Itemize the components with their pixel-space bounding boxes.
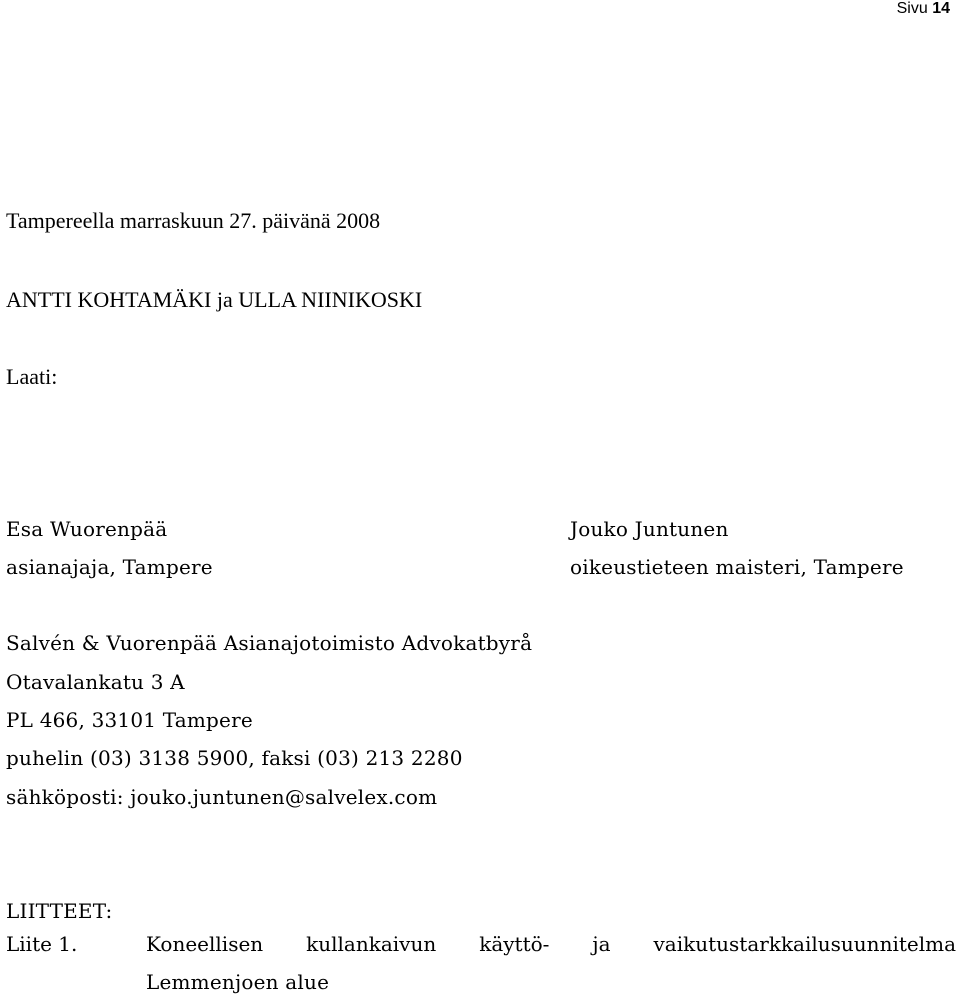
attachment-continuation: Lemmenjoen alue [146, 970, 330, 994]
attachment-item [6, 932, 956, 956]
contact-email: sähköposti: jouko.juntunen@salvelex.com [6, 785, 438, 809]
parties-line: ANTTI KOHTAMÄKI ja ULLA NIINIKOSKI [6, 287, 423, 312]
attachment-word: Koneellisen [146, 932, 264, 956]
attachment-word: ja [592, 932, 611, 956]
contact-street: Otavalankatu 3 A [6, 670, 185, 694]
contact-firm: Salvén & Vuorenpää Asianajotoimisto Advokatbyrå [6, 631, 533, 655]
page-number-header [897, 0, 950, 18]
author2-name: Jouko Juntunen [570, 517, 729, 541]
prepared-by-label: Laati: [6, 364, 58, 389]
author2-title: oikeustieteen maisteri, Tampere [570, 555, 904, 579]
contact-po-box: PL 466, 33101 Tampere [6, 708, 253, 732]
contact-phone: puhelin (03) 3138 5900, faksi (03) 213 2280 [6, 746, 463, 770]
author1-title: asianajaja, Tampere [6, 555, 213, 579]
page-label: Sivu [896, 0, 928, 17]
attachment-label: Liite 1. [6, 932, 78, 956]
attachment-word: käyttö- [479, 932, 550, 956]
page-number: 14 [932, 0, 950, 17]
attachment-word: vaikutustarkkailusuunnitelma [653, 932, 956, 956]
author1-name: Esa Wuorenpää [6, 517, 168, 541]
attachment-description [146, 932, 956, 956]
attachments-heading: LIITTEET: [6, 899, 113, 923]
date-line: Tampereella marraskuun 27. päivänä 2008 [6, 208, 381, 233]
attachment-word: kullankaivun [306, 932, 437, 956]
